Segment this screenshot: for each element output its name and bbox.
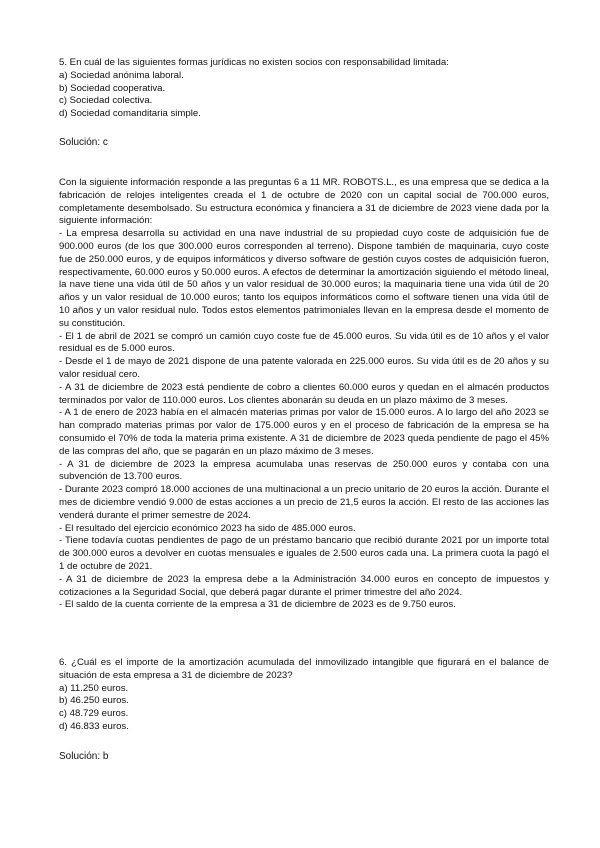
case-item: - La empresa desarrolla su actividad en una nave industrial de su propiedad cuyo coste de adquisición fue de 900.000 euros (de los que 300.000 euros corresponden al terreno). Dispone también de maquinaria, cuyo coste fue de 250.000 euros, y de equipos informáticos y diverso software de gestión cuyos costes de adquisición fueron, respectivamente, 60.000 euros y 50.000 euros. A efectos de determinar la amortización siguiendo el método lineal, la nave tiene una vida útil de 50 años y un valor residual de 30.000 euros; la maquinaria tiene una vida útil de 20 años y un valor residual de 10.000 euros; tanto los equipos informáticos como el software tienen una vida útil de 10 años y un valor residual nulo. Todos estos elementos patrimoniales llevan en la empresa desde el momento de su constitución. (59, 228, 549, 329)
case-item: - El saldo de la cuenta corriente de la empresa a 31 de diciembre de 2023 es de 9.750 euros. (59, 599, 456, 611)
question-6-text: 6. ¿Cuál es el importe de la amortización acumulada del inmovilizado intangible que figurará en el balance de situación de esta empresa a 31 de diciembre de 2023? (59, 657, 549, 681)
case-item: - El 1 de abril de 2021 se compró un camión cuyo coste fue de 45.000 euros. Su vida útil es de 10 años y el valor residual es de 5.000 euros. (59, 330, 549, 355)
case-item: - Durante 2023 compró 18.000 acciones de una multinacional a un precio unitario de 20 euros la acción. Durante el mes de diciembre vendió 9.000 de estas acciones a un precio de 21,5 euros la acción. El resto de las acciones las venderá durante el primer semestre de 2024. (59, 484, 549, 521)
case-item: - El resultado del ejercicio económico 2023 ha sido de 485.000 euros. (59, 522, 356, 534)
question-6-option-d: d) 46.833 euros. (59, 720, 129, 732)
question-5-option-c: c) Sociedad colectiva. (59, 95, 153, 107)
question-6-option-c: c) 48.729 euros. (59, 708, 129, 720)
case-item: - A 31 de diciembre de 2023 la empresa acumulaba unas reservas de 250.000 euros y contaba con una subvención de 13.700 euros. (59, 458, 549, 483)
question-5-option-a: a) Sociedad anónima laboral. (59, 69, 184, 81)
question-5-text: 5. En cuál de las siguientes formas jurídicas no existen socios con responsabilidad limitada: (59, 57, 449, 68)
case-item: - Desde el 1 de mayo de 2021 dispone de una patente valorada en 225.000 euros. Su vida útil es de 20 años y su valor residual cero. (59, 356, 549, 380)
question-5-option-b: b) Sociedad cooperativa. (59, 82, 166, 94)
question-6-solution: Solución: b (59, 751, 109, 762)
question-5-option-d: d) Sociedad comanditaria simple. (59, 108, 201, 120)
case-item: - A 31 de diciembre de 2023 está pendiente de cobro a clientes 60.000 euros y quedan en el almacén productos terminados por valor de 110.000 euros. Los clientes abonarán su deuda en un plazo máximo de 3 meses. (59, 381, 549, 406)
question-5 (59, 57, 549, 121)
case-context (59, 177, 549, 612)
case-item: - A 31 de diciembre de 2023 la empresa debe a la Administración 34.000 euros en concepto de impuestos y cotizaciones a la Seguridad Social, que deberá pagar durante el primer trimestre del año 2024. (59, 573, 549, 598)
case-item: - Tiene todavía cuotas pendientes de pago de un préstamo bancario que recibió durante 2021 por un importe total de 300.000 euros a devolver en cuotas mensuales e iguales de 2.500 euros cada una. La primera cuota la pagó el 1 de octubre de 2021. (59, 535, 549, 572)
question-6-option-b: b) 46.250 euros. (59, 695, 129, 707)
question-6 (59, 657, 549, 734)
question-5-solution: Solución: c (59, 137, 108, 148)
question-6-option-a: a) 11.250 euros. (59, 682, 129, 694)
case-intro: Con la siguiente información responde a las preguntas 6 a 11 MR. ROBOTS.L., es una empresa que se dedica a la fabricación de relojes inteligentes creada el 1 de octubre de 2020 con un capital social de 700.000 euros, completamente desembolsado. Su estructura económica y financiera a 31 de diciembre de 2023 viene dada por la siguiente información: (59, 177, 549, 227)
case-item: - A 1 de enero de 2023 había en el almacén materias primas por valor de 15.000 euros. A lo largo del año 2023 se han comprado materias primas por valor de 175.000 euros y en el proceso de fabricación de la empresa se ha consumido el 70% de toda la materia prima existente. A 31 de diciembre de 2023 queda pendiente de pago el 45% de las compras del año, que se pagarán en un plazo máximo de 3 meses. (59, 407, 549, 457)
